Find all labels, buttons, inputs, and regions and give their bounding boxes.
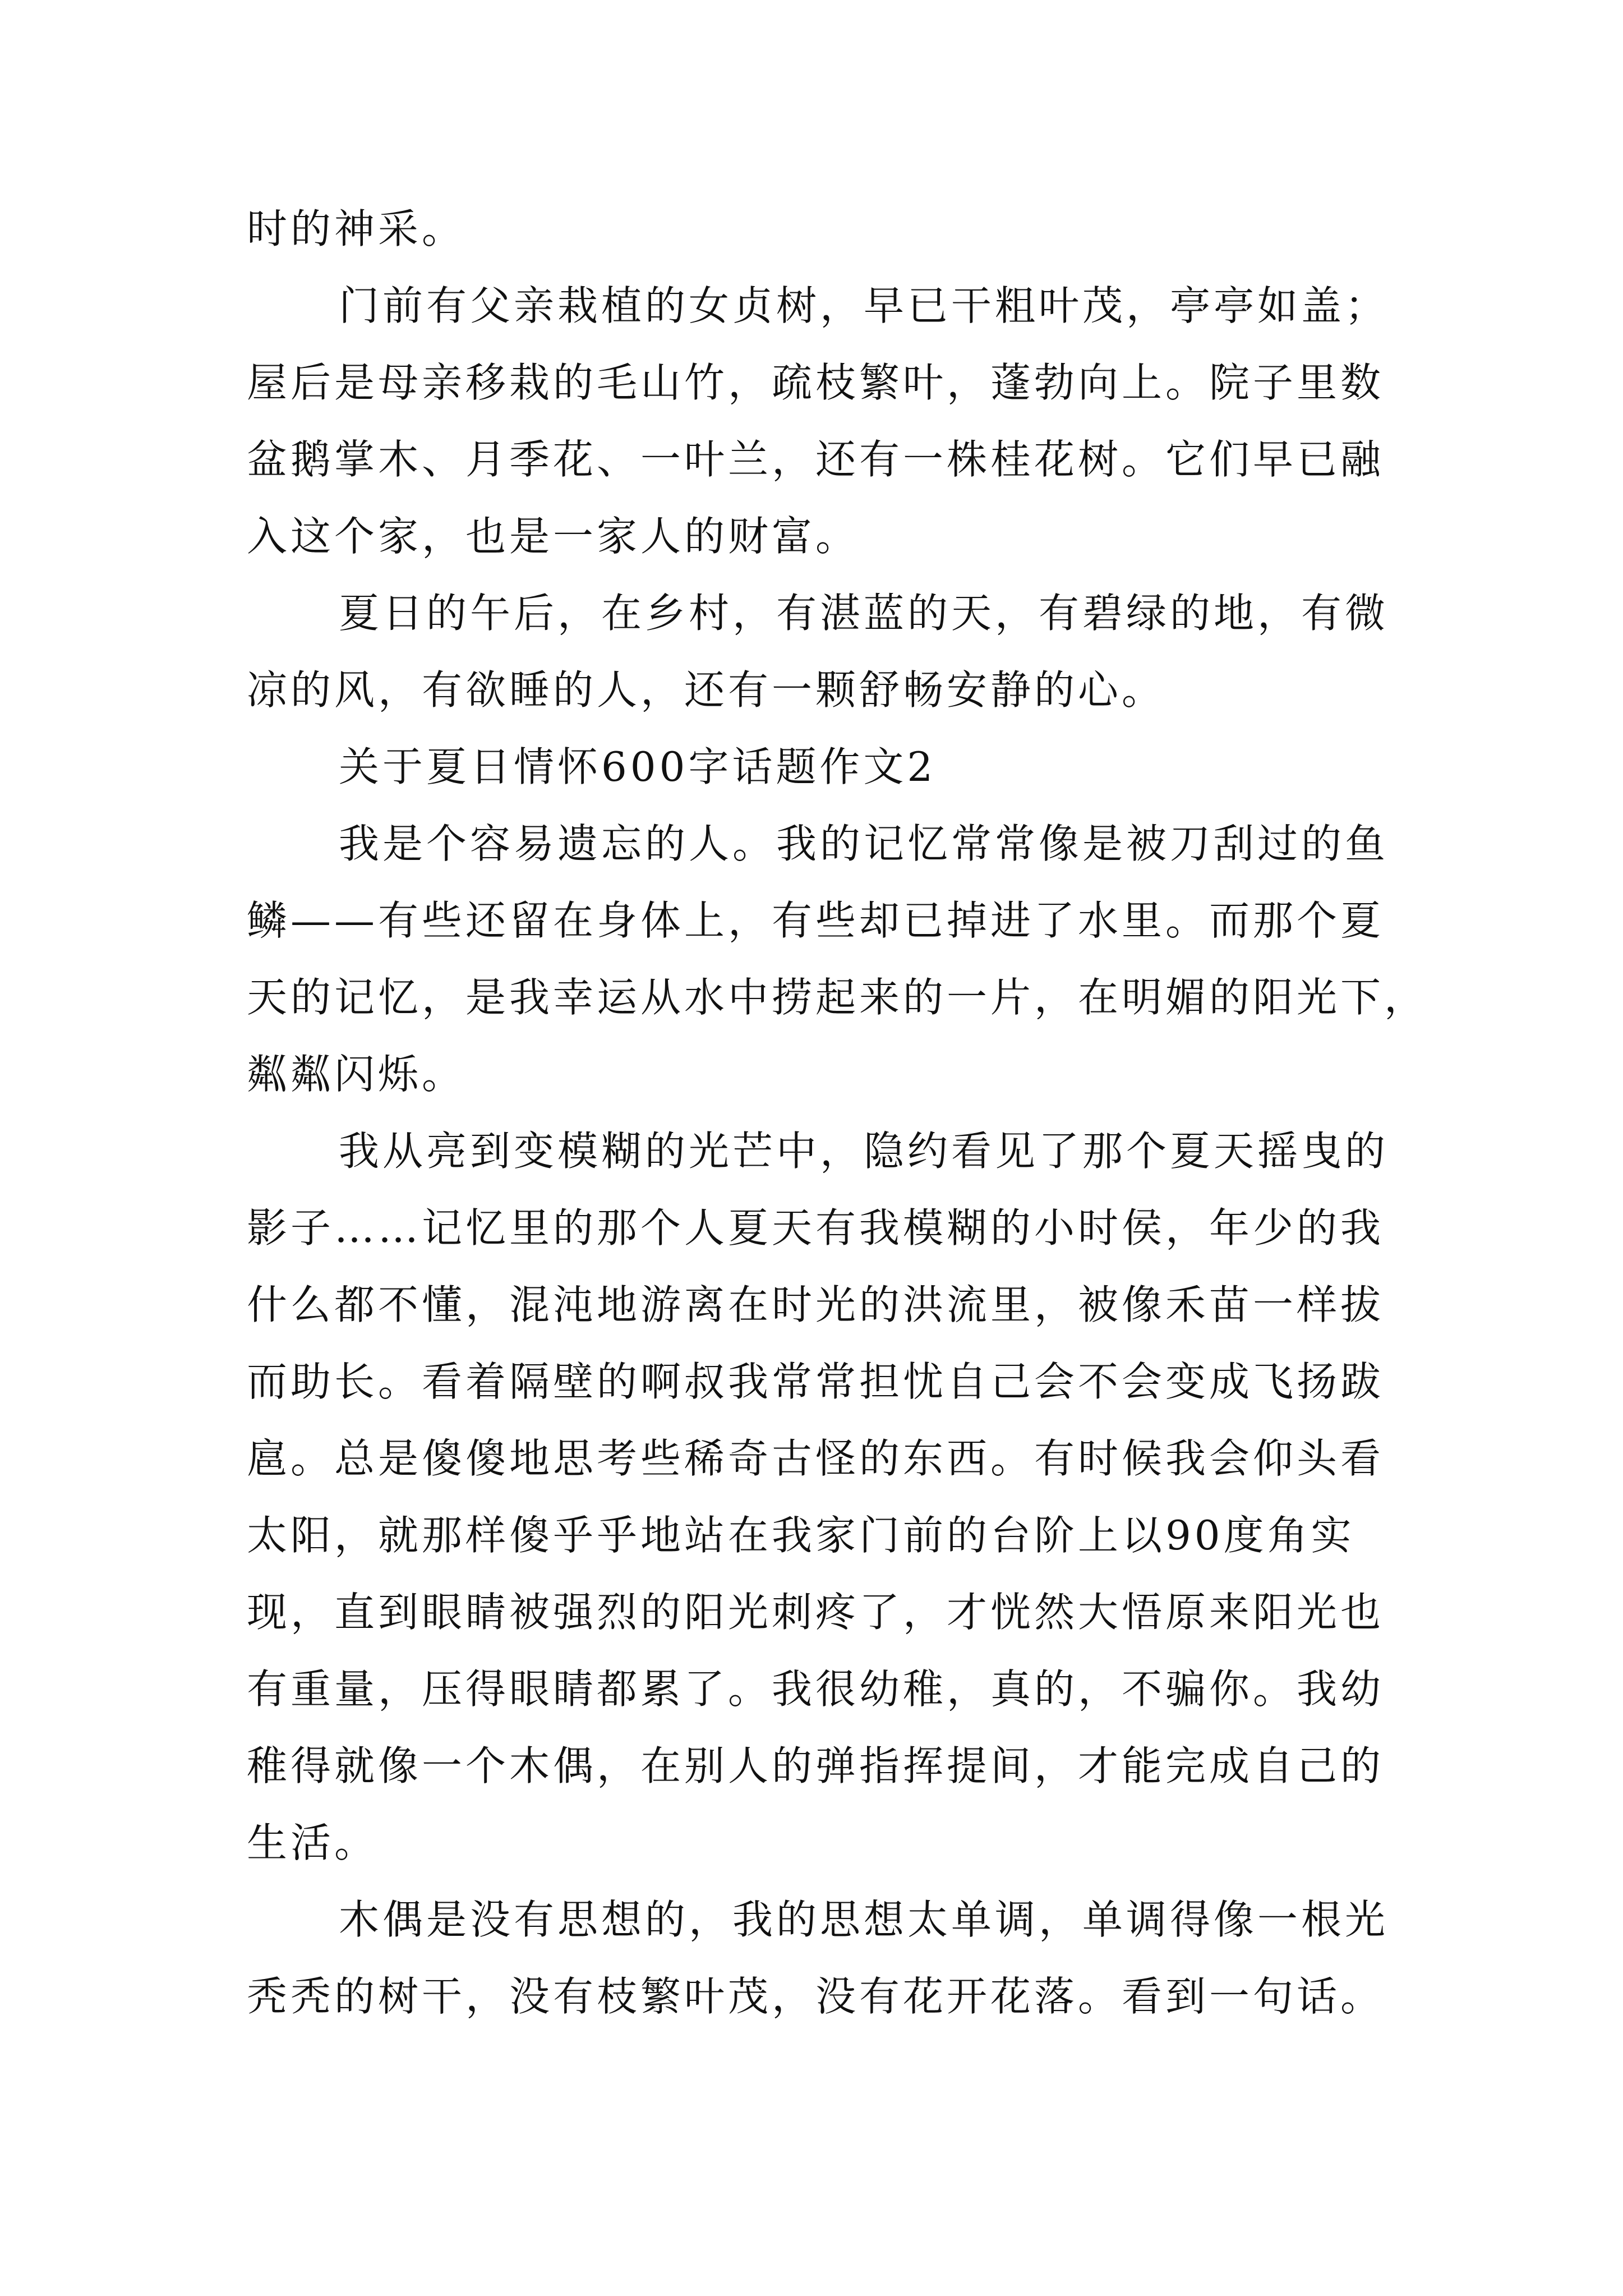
paragraph-line: 夏日的午后，在乡村，有湛蓝的天，有碧绿的地，有微	[339, 590, 1389, 637]
paragraph-line: 木偶是没有思想的，我的思想太单调，单调得像一根光	[339, 1896, 1389, 1943]
paragraph-line: 现，直到眼睛被强烈的阳光刺疼了，才恍然大悟原来阳光也	[247, 1589, 1385, 1636]
paragraph-line: 而助长。看着隔壁的啊叔我常常担忧自己会不会变成飞扬跋	[247, 1358, 1385, 1405]
paragraph-line: 天的记忆，是我幸运从水中捞起来的一片，在明媚的阳光下，	[247, 974, 1428, 1021]
paragraph-line: 时的神采。	[247, 205, 466, 252]
paragraph-line: 秃秃的树干，没有枝繁叶茂，没有花开花落。看到一句话。	[247, 1973, 1385, 2020]
paragraph-line: 鳞——有些还留在身体上，有些却已掉进了水里。而那个夏	[247, 897, 1385, 944]
paragraph-line: 稚得就像一个木偶，在别人的弹指挥提间，才能完成自己的	[247, 1742, 1385, 1789]
paragraph-line: 我是个容易遗忘的人。我的记忆常常像是被刀刮过的鱼	[339, 820, 1389, 867]
section-heading: 关于夏日情怀600字话题作文2	[339, 743, 937, 790]
paragraph-line: 凉的风，有欲睡的人，还有一颗舒畅安静的心。	[247, 666, 1166, 714]
paragraph-line: 太阳，就那样傻乎乎地站在我家门前的台阶上以90度角实	[247, 1512, 1355, 1559]
paragraph-line: 生活。	[247, 1819, 379, 1866]
paragraph-line: 屋后是母亲移栽的毛山竹，疏枝繁叶，蓬勃向上。院子里数	[247, 359, 1385, 406]
paragraph-line: 门前有父亲栽植的女贞树，早已干粗叶茂，亭亭如盖；	[339, 282, 1389, 329]
paragraph-line: 有重量，压得眼睛都累了。我很幼稚，真的，不骗你。我幼	[247, 1665, 1385, 1713]
paragraph-line: 入这个家，也是一家人的财富。	[247, 513, 860, 560]
paragraph-line: 影子……记忆里的那个人夏天有我模糊的小时侯，年少的我	[247, 1204, 1385, 1251]
paragraph-line: 扈。总是傻傻地思考些稀奇古怪的东西。有时候我会仰头看	[247, 1435, 1385, 1482]
paragraph-line: 我从亮到变模糊的光芒中，隐约看见了那个夏天摇曳的	[339, 1128, 1389, 1175]
paragraph-line: 盆鹅掌木、月季花、一叶兰，还有一株桂花树。它们早已融	[247, 436, 1385, 483]
paragraph-line: 粼粼闪烁。	[247, 1051, 466, 1098]
paragraph-line: 什么都不懂，混沌地游离在时光的洪流里，被像禾苗一样拔	[247, 1281, 1385, 1328]
